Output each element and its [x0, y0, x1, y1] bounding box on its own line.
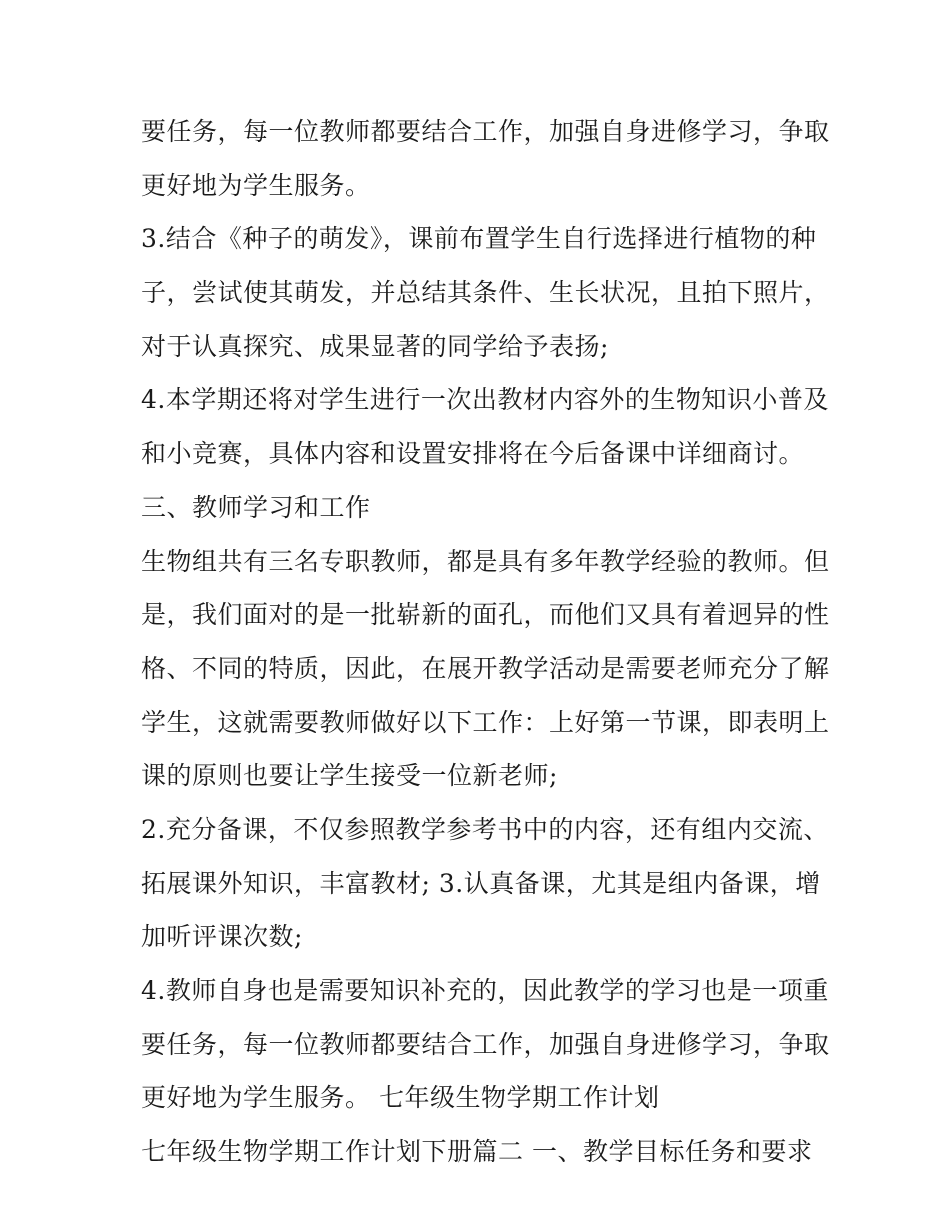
text-line: 生物组共有三名专职教师，都是具有多年教学经验的教师。但	[141, 546, 830, 576]
text-line: 更好地为学生服务。	[141, 170, 371, 200]
text-line: 是，我们面对的是一批崭新的面孔，而他们又具有着迥异的性	[141, 600, 830, 630]
text-line: 要任务，每一位教师都要结合工作，加强自身进修学习，争取	[141, 117, 830, 146]
text-line: 子，尝试使其萌发，并总结其条件、生长状况，且拍下照片，	[141, 278, 830, 308]
text-line: 4.本学期还将对学生进行一次出教材内容外的生物知识小普及	[141, 385, 829, 415]
text-line: 更好地为学生服务。 七年级生物学期工作计划	[141, 1083, 660, 1113]
text-line: 2.充分备课，不仅参照教学参考书中的内容，还有组内交流、	[141, 814, 829, 844]
section-heading: 三、教师学习和工作	[141, 492, 371, 522]
text-line: 拓展课外知识，丰富教材; 3.认真备课，尤其是组内备课，增	[141, 868, 821, 898]
text-line: 对于认真探究、成果显著的同学给予表扬;	[141, 331, 609, 361]
text-line: 3.结合《种子的萌发》，课前布置学生自行选择进行植物的种	[141, 224, 817, 254]
text-line: 学生，这就需要教师做好以下工作：上好第一节课，即表明上	[141, 707, 830, 737]
text-line: 要任务，每一位教师都要结合工作，加强自身进修学习，争取	[141, 1029, 830, 1059]
document-body	[141, 105, 830, 1179]
text-line: 和小竞赛，具体内容和设置安排将在今后备课中详细商讨。	[141, 439, 805, 469]
text-line: 格、不同的特质，因此，在展开教学活动是需要老师充分了解	[141, 653, 830, 683]
text-line: 加听评课次数;	[141, 922, 303, 952]
text-line: 课的原则也要让学生接受一位新老师;	[141, 761, 558, 791]
text-line: 4.教师自身也是需要知识补充的，因此教学的学习也是一项重	[141, 976, 829, 1005]
text-line: 七年级生物学期工作计划下册篇二 一、教学目标任务和要求	[141, 1137, 813, 1167]
